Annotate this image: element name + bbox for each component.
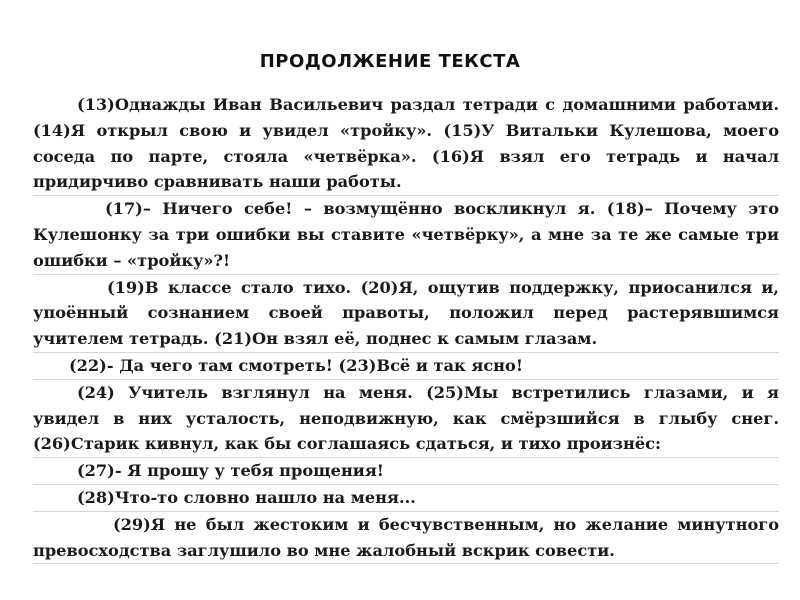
paragraph-28: (28)Что-то словно нашло на меня...	[33, 485, 779, 512]
paragraph-17: (17)– Ничего себе! – возмущённо воскликнул я. (18)– Почему это Кулешонку за три ошибки вы ставите «четвёрку», а мне за те же самые три ошибки – «тройку»?!	[33, 196, 779, 274]
paragraph-19: (19)В классе стало тихо. (20)Я, ощутив поддержку, приосанился и, упоённый сознанием своей правоты, положил перед растерявшимся учителем тетрадь. (21)Он взял её, поднес к самым глазам.	[33, 275, 779, 353]
paragraph-13: (13)Однажды Иван Васильевич раздал тетради с домашними работами. (14)Я открыл свою и увидел «тройку». (15)У Витальки Кулешова, моего соседа по парте, стояла «четвёрка». (16)Я взял его тетрадь и начал придирчиво сравнивать наши работы.	[33, 92, 779, 196]
paragraph-29: (29)Я не был жестоким и бесчувственным, но желание минутного превосходства заглушило во мне жалобный вскрик совести.	[33, 512, 779, 565]
paragraph-22: (22)- Да чего там смотреть! (23)Всё и так ясно!	[33, 353, 779, 380]
slide-title: ПРОДОЛЖЕНИЕ ТЕКСТА	[259, 51, 521, 72]
paragraph-24: (24) Учитель взглянул на меня. (25)Мы встретились глазами, и я увидел в них усталость, неподвижную, как смёрзшийся в глыбу снег. (26)Старик кивнул, как бы соглашаясь сдаться, и тихо произнёс:	[33, 380, 779, 458]
paragraph-27: (27)- Я прошу у тебя прощения!	[33, 458, 779, 485]
text-body	[33, 92, 779, 564]
